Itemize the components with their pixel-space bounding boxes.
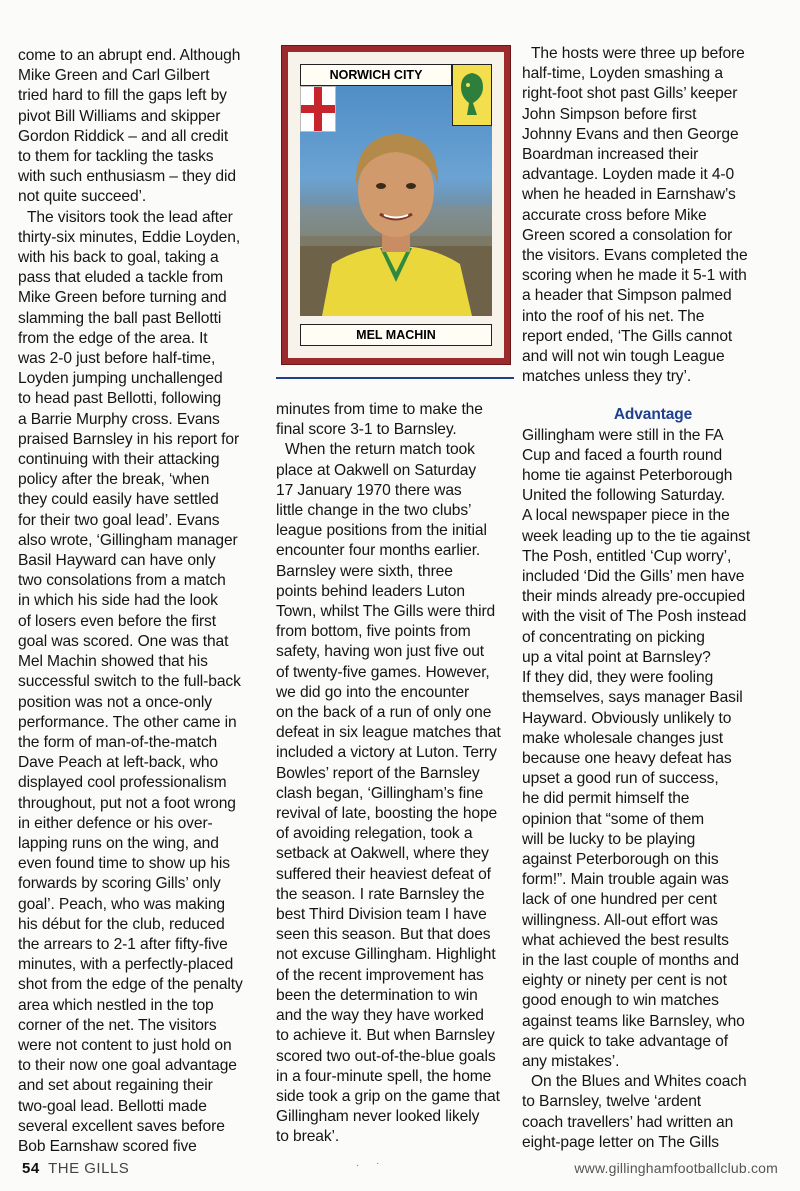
text-line: opinion that “some of them bbox=[522, 810, 705, 828]
text-line: even found time to show up his bbox=[18, 855, 230, 873]
text-line: right-foot shot past Gills’ keeper bbox=[522, 85, 738, 103]
text-line: Hayward. Obviously unlikely to bbox=[522, 709, 732, 727]
paragraph bbox=[522, 1072, 784, 1153]
text-line: Gillingham were still in the FA bbox=[522, 426, 724, 444]
text-line: Mike Green and Carl Gilbert bbox=[18, 67, 210, 85]
text-line: in which his side had the look bbox=[18, 592, 218, 610]
text-line: praised Barnsley in his report for bbox=[18, 430, 240, 448]
text-line: to head past Bellotti, following bbox=[18, 390, 222, 408]
text-line: displayed cool professionalism bbox=[18, 774, 227, 792]
text-line: corner of the net. The visitors bbox=[18, 1016, 217, 1034]
text-line: for their two goal lead’. Evans bbox=[18, 511, 220, 529]
text-line: any mistakes’. bbox=[522, 1052, 620, 1070]
text-line: final score 3-1 to Barnsley. bbox=[276, 421, 457, 439]
text-line: when he headed in Earnshaw’s bbox=[522, 186, 736, 204]
paragraph bbox=[522, 44, 784, 387]
text-line: the arrears to 2-1 after fifty-five bbox=[18, 935, 228, 953]
text-line: not excuse Gillingham. Highlight bbox=[276, 946, 496, 964]
text-line: to Barnsley, twelve ‘ardent bbox=[522, 1093, 702, 1111]
paragraph bbox=[276, 400, 514, 440]
text-line: with his back to goal, taking a bbox=[18, 249, 219, 267]
text-line: was 2-0 just before half-time, bbox=[18, 350, 216, 368]
text-line: upset a good run of success, bbox=[522, 770, 719, 788]
text-line: to achieve it. But when Barnsley bbox=[276, 1027, 495, 1045]
text-line: continuing with their attacking bbox=[18, 451, 220, 469]
text-line: we did go into the encounter bbox=[276, 683, 470, 701]
text-line: Dave Peach at left-back, who bbox=[18, 754, 219, 772]
text-line: themselves, says manager Basil bbox=[522, 689, 743, 707]
text-line: in a four-minute spell, the home bbox=[276, 1067, 492, 1085]
text-line: not quite succeed’. bbox=[18, 188, 147, 206]
text-line: because one heavy defeat has bbox=[522, 749, 732, 767]
text-line: Green scored a consolation for bbox=[522, 226, 733, 244]
text-line: report ended, ‘The Gills cannot bbox=[522, 327, 733, 345]
norwich-canary-crest-icon bbox=[452, 64, 492, 126]
text-line: The hosts were three up before bbox=[531, 45, 745, 62]
text-line: from the edge of the area. It bbox=[18, 329, 208, 347]
text-line: revival of late, boosting the hope bbox=[276, 805, 498, 823]
text-line: Cup and faced a fourth round bbox=[522, 446, 723, 464]
text-line: he did permit himself the bbox=[522, 790, 690, 808]
text-line: of losers even before the first bbox=[18, 612, 216, 630]
text-line: come to an abrupt end. Although bbox=[18, 47, 241, 64]
paragraph bbox=[18, 46, 264, 208]
text-line: against Peterborough on this bbox=[522, 850, 719, 868]
text-line: Town, whilst The Gills were third bbox=[276, 603, 496, 621]
text-line: little change in the two clubs’ bbox=[276, 502, 472, 520]
text-line: Boardman increased their bbox=[522, 146, 699, 164]
text-line: good enough to win matches bbox=[522, 992, 719, 1010]
text-line: Basil Hayward can have only bbox=[18, 552, 216, 570]
text-line: safety, having won just five out bbox=[276, 643, 485, 661]
text-line: from bottom, five points from bbox=[276, 623, 471, 641]
text-line: they could easily have settled bbox=[18, 491, 219, 509]
page-number: 54 bbox=[22, 1160, 40, 1177]
text-line: and set about regaining their bbox=[18, 1077, 213, 1095]
text-line: lack of one hundred per cent bbox=[522, 891, 717, 909]
text-line: and the way they have worked bbox=[276, 1007, 484, 1025]
player-name-banner: MEL MACHIN bbox=[300, 324, 492, 346]
text-line: area which nestled in the top bbox=[18, 996, 214, 1014]
text-line: to them for tackling the tasks bbox=[18, 148, 214, 166]
text-line: goal’. Peach, who was making bbox=[18, 895, 225, 913]
text-line: to their now one goal advantage bbox=[18, 1057, 237, 1075]
text-line: the visitors. Evans completed the bbox=[522, 247, 748, 265]
text-line: policy after the break, ‘when bbox=[18, 471, 210, 489]
text-line: week leading up to the tie against bbox=[522, 527, 751, 545]
paragraph bbox=[18, 208, 264, 1158]
article-column-3-bottom bbox=[522, 426, 784, 1153]
text-line: lapping runs on the wing, and bbox=[18, 834, 219, 852]
text-line: of twenty-five games. However, bbox=[276, 663, 490, 681]
text-line: eight-page letter on The Gills bbox=[522, 1133, 719, 1151]
text-line: matches unless they try’. bbox=[522, 368, 692, 386]
text-line: into the roof of his net. The bbox=[522, 307, 705, 325]
text-line: are quick to take advantage of bbox=[522, 1032, 728, 1050]
text-line: in the last couple of months and bbox=[522, 951, 739, 969]
text-line: several excellent saves before bbox=[18, 1117, 225, 1135]
text-line: and will not win tough League bbox=[522, 348, 725, 366]
text-line: to break’. bbox=[276, 1128, 340, 1146]
text-line: defeat in six league matches that bbox=[276, 724, 501, 742]
text-line: When the return match took bbox=[285, 441, 475, 459]
text-line: performance. The other came in bbox=[18, 713, 237, 731]
text-line: suffered their heaviest defeat of bbox=[276, 865, 491, 883]
print-speck: · bbox=[356, 1160, 360, 1171]
text-line: were not content to just hold on bbox=[18, 1036, 232, 1054]
text-line: goal was scored. One was that bbox=[18, 632, 229, 650]
page-footer-left bbox=[22, 1160, 129, 1177]
section-subheading: Advantage bbox=[613, 406, 693, 424]
text-line: place at Oakwell on Saturday bbox=[276, 461, 477, 479]
text-line: minutes, with a perfectly-placed bbox=[18, 956, 234, 974]
text-line: home tie against Peterborough bbox=[522, 467, 733, 485]
text-line: clash began, ‘Gillingham’s fine bbox=[276, 784, 484, 802]
text-line: scoring when he made it 5-1 with bbox=[522, 267, 747, 285]
text-line: throughout, put not a foot wrong bbox=[18, 794, 236, 812]
text-line: seen this season. But that does bbox=[276, 926, 491, 944]
text-line: A local newspaper piece in the bbox=[522, 507, 730, 525]
text-line: Barnsley were sixth, three bbox=[276, 562, 453, 580]
article-column-2 bbox=[276, 400, 514, 1148]
text-line: a Barrie Murphy cross. Evans bbox=[18, 410, 220, 428]
text-line: Gordon Riddick – and all credit bbox=[18, 127, 229, 145]
text-line: been the determination to win bbox=[276, 986, 478, 1004]
paragraph bbox=[522, 426, 784, 1073]
text-line: successful switch to the full-back bbox=[18, 673, 241, 691]
website-url: www.gillinghamfootballclub.com bbox=[574, 1160, 778, 1176]
text-line: eighty or ninety per cent is not bbox=[522, 972, 727, 990]
text-line: tried hard to fill the gaps left by bbox=[18, 87, 227, 105]
article-column-1 bbox=[18, 46, 264, 1157]
text-line: forwards by scoring Gills’ only bbox=[18, 875, 221, 893]
text-line: The visitors took the lead after bbox=[27, 208, 233, 226]
text-line: with such enthusiasm – they did bbox=[18, 168, 236, 186]
text-line: their minds already pre-occupied bbox=[522, 588, 746, 606]
text-line: will be lucky to be playing bbox=[522, 830, 696, 848]
text-line: shot from the edge of the penalty bbox=[18, 976, 243, 994]
text-line: half-time, Loyden smashing a bbox=[522, 65, 723, 83]
text-line: what achieved the best results bbox=[522, 931, 729, 949]
text-line: of avoiding relegation, took a bbox=[276, 825, 473, 843]
text-line: On the Blues and Whites coach bbox=[531, 1073, 747, 1091]
text-line: Mel Machin showed that his bbox=[18, 653, 208, 671]
club-name-banner: NORWICH CITY bbox=[300, 64, 452, 86]
text-line: with the visit of The Posh instead bbox=[522, 608, 747, 626]
text-line: two-goal lead. Bellotti made bbox=[18, 1097, 207, 1115]
text-line: Johnny Evans and then George bbox=[522, 125, 739, 143]
text-line: scored two out-of-the-blue goals bbox=[276, 1047, 496, 1065]
text-line: Gillingham never looked likely bbox=[276, 1108, 480, 1126]
text-line: in either defence or his over- bbox=[18, 814, 213, 832]
text-line: the season. I rate Barnsley the bbox=[276, 885, 485, 903]
text-line: minutes from time to make the bbox=[276, 401, 483, 418]
text-line: the form of man-of-the-match bbox=[18, 733, 218, 751]
player-trading-card bbox=[282, 46, 510, 364]
text-line: position was not a once-only bbox=[18, 693, 212, 711]
text-line: pivot Bill Williams and skipper bbox=[18, 107, 221, 125]
text-line: of the recent improvement has bbox=[276, 966, 484, 984]
text-line: Loyden jumping unchallenged bbox=[18, 370, 223, 388]
text-line: If they did, they were fooling bbox=[522, 669, 714, 687]
text-line: also wrote, ‘Gillingham manager bbox=[18, 531, 238, 549]
text-line: thirty-six minutes, Eddie Loyden, bbox=[18, 228, 241, 246]
text-line: league positions from the initial bbox=[276, 522, 487, 540]
text-line: included a victory at Luton. Terry bbox=[276, 744, 497, 762]
print-speck: · bbox=[376, 1158, 380, 1169]
text-line: accurate cross before Mike bbox=[522, 206, 707, 224]
text-line: of concentrating on picking bbox=[522, 628, 705, 646]
text-line: slamming the ball past Bellotti bbox=[18, 309, 222, 327]
text-line: his début for the club, reduced bbox=[18, 915, 225, 933]
text-line: against teams like Barnsley, who bbox=[522, 1012, 745, 1030]
text-line: two consolations from a match bbox=[18, 572, 226, 590]
text-line: pass that eluded a tackle from bbox=[18, 269, 224, 287]
text-line: John Simpson before first bbox=[522, 105, 697, 123]
st-george-flag-icon bbox=[300, 86, 336, 132]
text-line: Bob Earnshaw scored five bbox=[18, 1137, 197, 1155]
text-line: willingness. All-out effort was bbox=[522, 911, 718, 929]
text-line: Mike Green before turning and bbox=[18, 289, 227, 307]
text-line: Bowles’ report of the Barnsley bbox=[276, 764, 480, 782]
text-line: 17 January 1970 there was bbox=[276, 481, 462, 499]
publication-name: THE GILLS bbox=[48, 1160, 130, 1177]
text-line: make wholesale changes just bbox=[522, 729, 724, 747]
text-line: a header that Simpson palmed bbox=[522, 287, 732, 305]
column-divider-rule bbox=[276, 377, 514, 379]
text-line: coach travellers’ had written an bbox=[522, 1113, 734, 1131]
text-line: included ‘Did the Gills’ men have bbox=[522, 568, 745, 586]
text-line: best Third Division team I have bbox=[276, 906, 487, 924]
text-line: form!”. Main trouble again was bbox=[522, 871, 729, 889]
text-line: The Posh, entitled ‘Cup worry’, bbox=[522, 547, 732, 565]
text-line: advantage. Loyden made it 4-0 bbox=[522, 166, 735, 184]
text-line: up a vital point at Barnsley? bbox=[522, 648, 711, 666]
text-line: on the back of a run of only one bbox=[276, 704, 492, 722]
paragraph bbox=[276, 440, 514, 1147]
text-line: points behind leaders Luton bbox=[276, 582, 465, 600]
article-column-3 bbox=[522, 44, 784, 1153]
text-line: setback at Oakwell, where they bbox=[276, 845, 489, 863]
article-column-3-top bbox=[522, 44, 784, 387]
text-line: side took a grip on the game that bbox=[276, 1087, 500, 1105]
text-line: United the following Saturday. bbox=[522, 487, 726, 505]
text-line: encounter four months earlier. bbox=[276, 542, 481, 560]
